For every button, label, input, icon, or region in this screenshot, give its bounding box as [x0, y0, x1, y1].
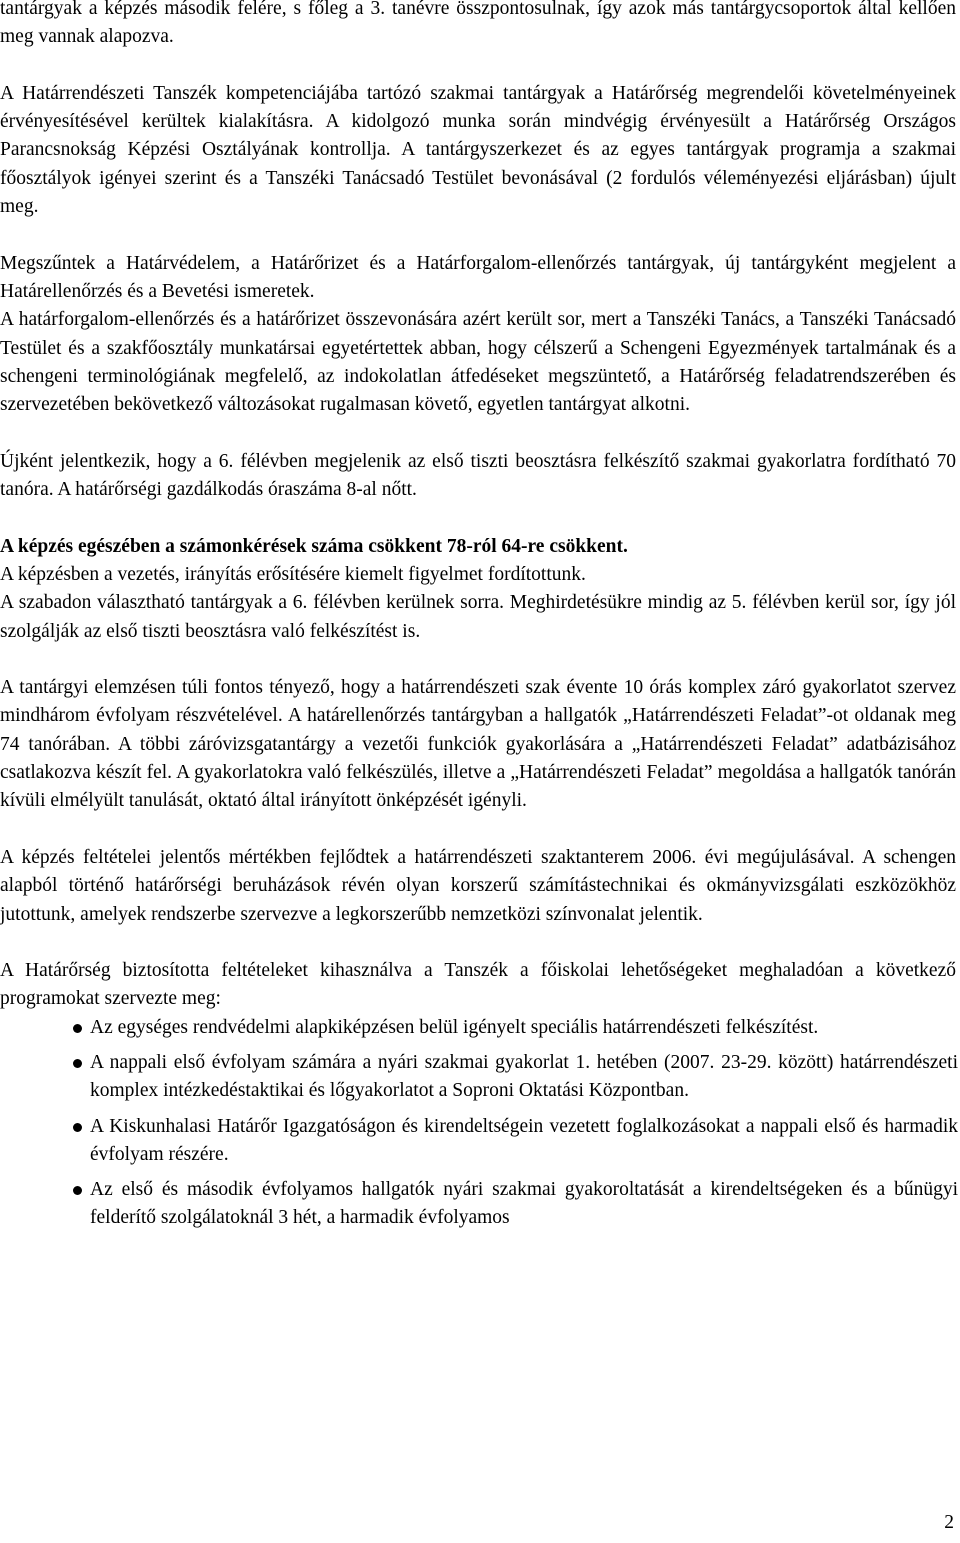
bullet-icon [73, 1186, 82, 1195]
page-number: 2 [944, 1512, 954, 1533]
paragraph-programs-intro: A Határőrség biztosította feltételeket kihasználva a Tanszék a főiskolai lehetőségeket meghaladóan a következő programokat szervezte meg: [0, 960, 956, 1010]
paragraph-discontinued-subjects: Megszűntek a Határvédelem, a Határőrizet és a Határforgalom-ellenőrzés tantárgyak, új tantárgyként megjelent a Határellenőrzés és a Bevetési ismeretek. [0, 252, 956, 302]
paragraph-intro-continuation: tantárgyak a képzés második felére, s főleg a 3. tanévre összpontosulnak, így azok más tantárgycsoportok által kellően meg vannak alapozva. [0, 0, 956, 48]
list-item [0, 1014, 958, 1042]
list-item-text: Az egységes rendvédelmi alapkiképzésen belül igényelt speciális határrendészeti felkészítést. [90, 1016, 819, 1038]
paragraph-merger-reason: A határforgalom-ellenőrzés és a határőrizet összevonására azért került sor, mert a Tanszéki Tanács, a Tanszéki Tanácsadó Testület és a szakfőosztály munkatársai egyetértettek abban, hogy célszerű a Schengeni Egyezmények tartalmának és a schengeni terminológiának megfelelő, az indokolatlan átfedéseket megszüntető, a Határőrség feladatrendszerében és szervezetében bekövetkező változásokat rugalmasan követő, egyetlen tantárgyat alkotni. [0, 309, 956, 416]
list-item-text: Az első és második évfolyamos hallgatók nyári szakmai gyakoroltatását a kirendeltségeken és a bűnügyi felderítő szolgálatoknál 3 hét, a harmadik évfolyamos [90, 1179, 958, 1229]
list-item-text: A nappali első évfolyam számára a nyári szakmai gyakorlat 1. hetében (2007. 23-29. között) határrendészeti komplex intézkedéstaktikai és lőgyakorlatot a Soproni Oktatási Központban. [90, 1051, 958, 1102]
bullet-icon [73, 1059, 82, 1068]
list-item [0, 1113, 958, 1170]
bullet-icon [73, 1123, 82, 1132]
paragraph-electives: A szabadon választható tantárgyak a 6. félévben kerülnek sorra. Meghirdetésükre mindig az 5. félévben kerül sor, így jól szolgálják az első tiszti beosztásra való felkészítést is. [0, 592, 956, 642]
paragraph-facilities: A képzés feltételei jelentős mértékben fejlődtek a határrendészeti szaktanterem 2006. évi megújulásával. A schengen alapból történő határőrségi beruházások révén olyan korszerű számítástechnikai és okmányvizsgálati eszközökhöz jutottunk, amelyek rendszerbe szervezve a legkorszerűbb nemzetközi színvonalat jelentik. [0, 846, 956, 925]
bullet-icon [73, 1024, 82, 1033]
paragraph-leadership-focus: A képzésben a vezetés, irányítás erősítésére kiemelt figyelmet fordítottunk. [0, 563, 586, 585]
list-item-text: A Kiskunhalasi Határőr Igazgatóságon és kirendeltségein vezetett foglalkozásokat a nappali első és harmadik évfolyam részére. [90, 1115, 958, 1165]
paragraph-subject-design: A Határrendészeti Tanszék kompetenciájába tartózó szakmai tantárgyak a Határőrség megrendelői követelményeinek érvényesítésével kerültek kialakításra. A kidolgozó munka során mindvégig érvényesült a Határőrség Országos Parancsnokság Képzési Osztályának kontrollja. A tantárgyszerkezet és az egyes tantárgyak programja a szakmai főosztályok igényei szerint és a Tanszéki Tanácsadó Testület bevonásával (2 fordulós véleményezési eljárásban) újult meg. [0, 82, 956, 218]
paragraph-new-practice: Újként jelentkezik, hogy a 6. félévben megjelenik az első tiszti beosztásra felkészítő szakmai gyakorlatra fordítható 70 tanóra. A határőrségi gazdálkodás óraszáma 8-al nőtt. [0, 450, 956, 501]
list-item [0, 1176, 958, 1233]
programs-list [0, 1014, 958, 1233]
paragraph-exam-count-highlight: A képzés egészében a számonkérések száma csökkent 78-ról 64-re csökkent. [0, 535, 628, 557]
list-item [0, 1049, 958, 1106]
paragraph-complex-exercise: A tantárgyi elemzésen túli fontos tényező, hogy a határrendészeti szak évente 10 órás komplex záró gyakorlatot szervez mindhárom évfolyam részvételével. A határellenőrzés tantárgyban a hallgatók „Határrendészeti Feladat”-ot oldanak meg 74 tanórában. A többi záróvizsgatantárgy a vezetői funkciók gyakorlására a „Határrendészeti Feladat” adatbázisához csatlakozva készít fel. A gyakorlatokra való felkészülés, illetve a „Határrendészeti Feladat” megoldása a hallgatók tanórán kívüli elmélyült tanulását, oktató által irányított önképzését igényli. [0, 677, 956, 812]
